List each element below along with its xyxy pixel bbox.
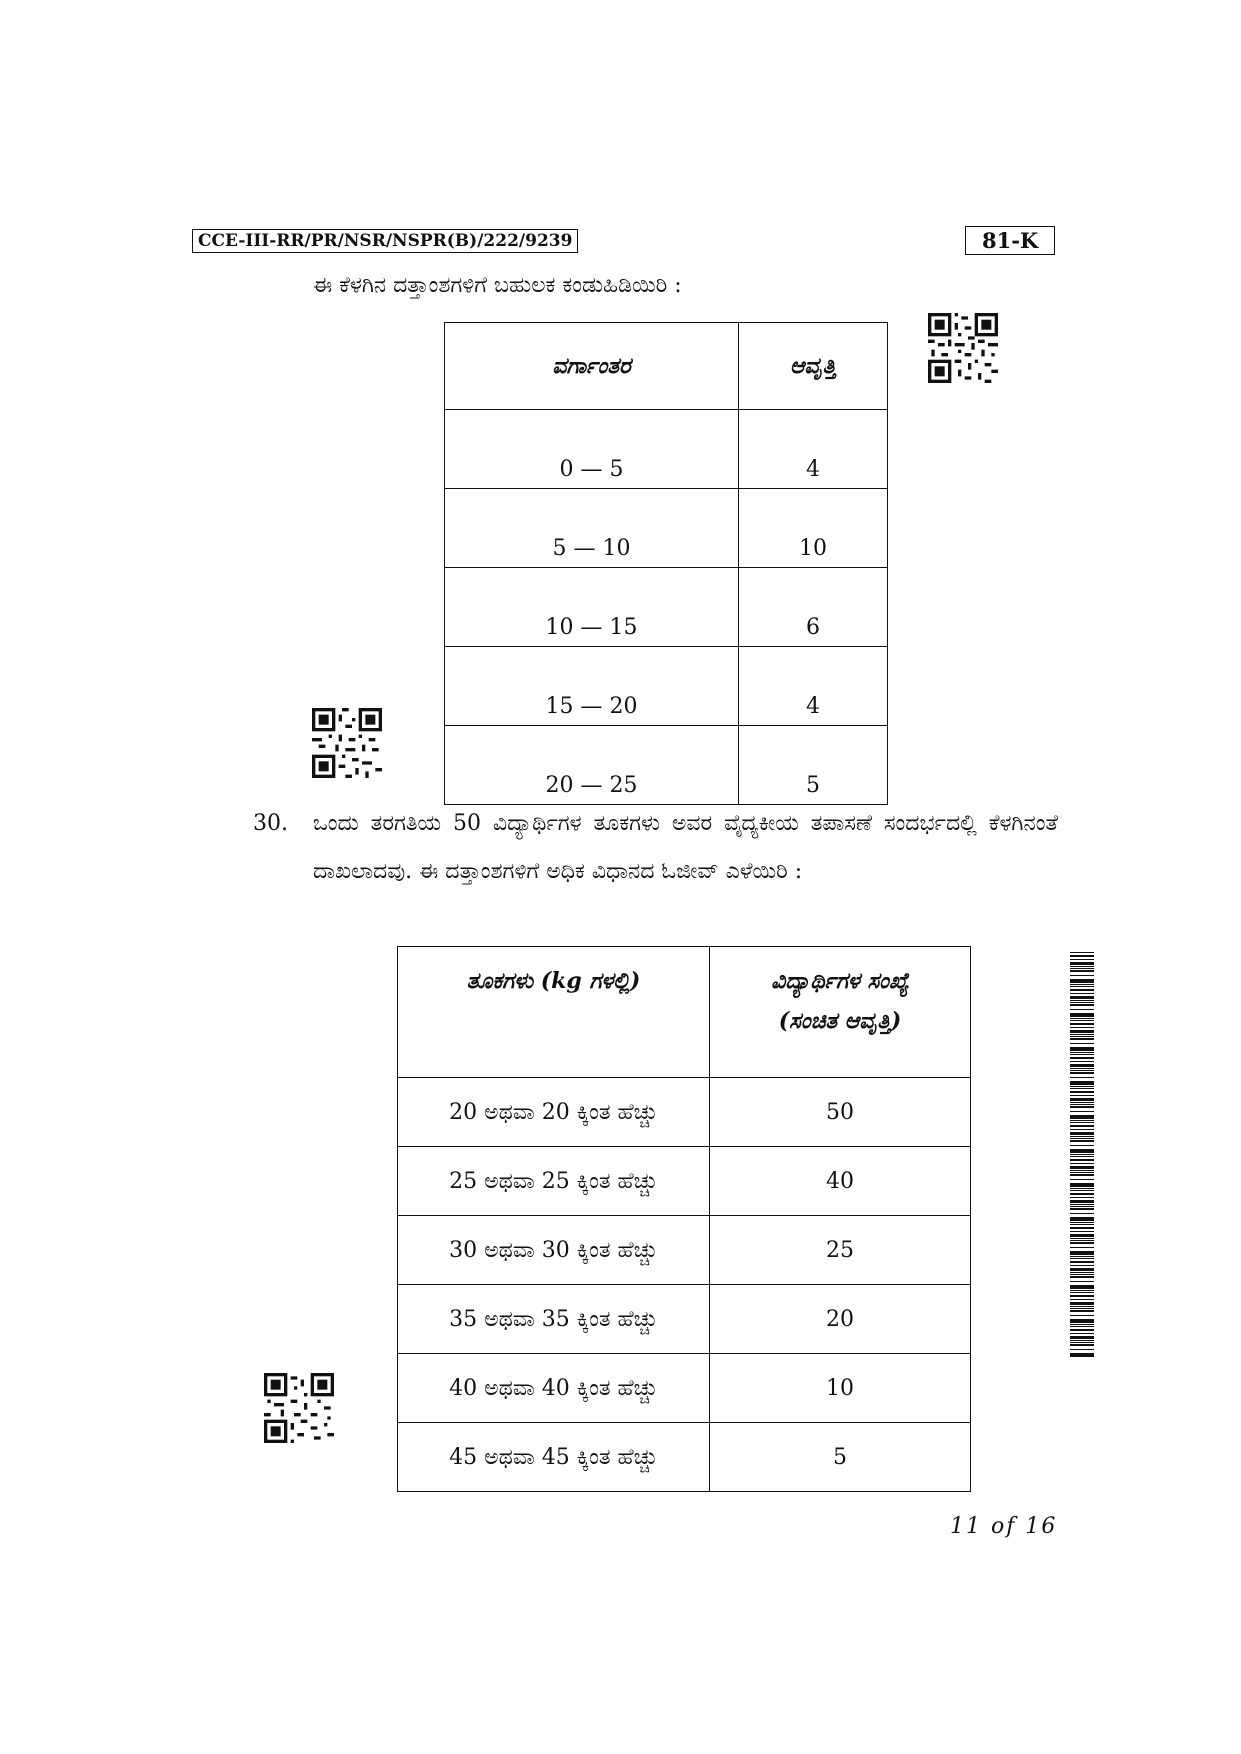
header-students-line1: ವಿದ್ಯಾರ್ಥಿಗಳ ಸಂಖ್ಯೆ: [771, 968, 909, 994]
table-row: [398, 1423, 971, 1492]
table-row: [398, 1354, 971, 1423]
frequency-cell: 4: [738, 410, 887, 489]
weight-cell: 30 ಅಥವಾ 30 ಕ್ಕಿಂತ ಹೆಚ್ಚು: [398, 1216, 710, 1285]
frequency-cell: 5: [738, 726, 887, 805]
class-interval-cell: 20 — 25: [445, 726, 739, 805]
frequency-cell: 6: [738, 568, 887, 647]
question-29-instruction: ಈ ಕೆಳಗಿನ ದತ್ತಾಂಶಗಳಿಗೆ ಬಹುಲಕ ಕಂಡುಹಿಡಿಯಿರಿ :: [313, 273, 682, 298]
qr-code-icon: [312, 708, 382, 778]
question-number: 30.: [253, 811, 288, 836]
question-text: ಒಂದು ತರಗತಿಯ 50 ವಿದ್ಯಾರ್ಥಿಗಳ ತೂಕಗಳು ಅವರ ವೈದ್ಯಕೀಯ ತಪಾಸಣೆ ಸಂದರ್ಭದಲ್ಲಿ ಕೆಳಗಿನಂತೆ ದಾಖಲಾದವು. ಈ ದತ್ತಾಂಶಗಳಿಗೆ ಅಧಿಕ ವಿಧಾನದ ಓಜೀವ್ ಎಳೆಯಿರಿ :: [313, 811, 1058, 884]
modal-class-frequency-table: [444, 322, 888, 805]
weight-cell: 40 ಅಥವಾ 40 ಕ್ಕಿಂತ ಹೆಚ್ಚು: [398, 1354, 710, 1423]
weight-cell: 20 ಅಥವಾ 20 ಕ್ಕಿಂತ ಹೆಚ್ಚು: [398, 1078, 710, 1147]
cumulative-frequency-cell: 5: [710, 1423, 971, 1492]
cumulative-frequency-cell: 40: [710, 1147, 971, 1216]
cumulative-frequency-cell: 25: [710, 1216, 971, 1285]
class-interval-cell: 15 — 20: [445, 647, 739, 726]
qr-code-icon: [264, 1373, 334, 1443]
weight-cell: 25 ಅಥವಾ 25 ಕ್ಕಿಂತ ಹೆಚ್ಚು: [398, 1147, 710, 1216]
cumulative-frequency-table: [397, 946, 971, 1492]
qr-code-icon: [928, 313, 998, 383]
exam-code: CCE-III-RR/PR/NSR/NSPR(B)/222/9239: [192, 229, 578, 253]
frequency-cell: 4: [738, 647, 887, 726]
header-class-interval: ವರ್ಗಾಂತರ: [445, 323, 739, 410]
table-row: [398, 1216, 971, 1285]
header-frequency: ಆವೃತ್ತಿ: [738, 323, 887, 410]
barcode-icon: [1070, 952, 1094, 1358]
question-30: [253, 800, 1058, 896]
table-row: [398, 1285, 971, 1354]
table-row: [445, 568, 888, 647]
paper-code: 81-K: [965, 226, 1055, 255]
frequency-cell: 10: [738, 489, 887, 568]
table-row: [445, 647, 888, 726]
class-interval-cell: 5 — 10: [445, 489, 739, 568]
header-students-line2: (ಸಂಚಿತ ಆವೃತ್ತಿ): [778, 1008, 902, 1034]
cumulative-frequency-cell: 10: [710, 1354, 971, 1423]
class-interval-cell: 0 — 5: [445, 410, 739, 489]
class-interval-cell: 10 — 15: [445, 568, 739, 647]
table-row: [398, 1147, 971, 1216]
weight-cell: 45 ಅಥವಾ 45 ಕ್ಕಿಂತ ಹೆಚ್ಚು: [398, 1423, 710, 1492]
cumulative-frequency-cell: 50: [710, 1078, 971, 1147]
table-row: [445, 410, 888, 489]
table-row: [445, 726, 888, 805]
header-weights: ತೂಕಗಳು (kg ಗಳಲ್ಲಿ): [398, 947, 710, 1078]
weight-cell: 35 ಅಥವಾ 35 ಕ್ಕಿಂತ ಹೆಚ್ಚು: [398, 1285, 710, 1354]
cumulative-frequency-cell: 20: [710, 1285, 971, 1354]
table-row: [445, 489, 888, 568]
page-number: 11 of 16: [950, 1514, 1058, 1539]
header-students: [710, 947, 971, 1078]
table-row: [398, 1078, 971, 1147]
